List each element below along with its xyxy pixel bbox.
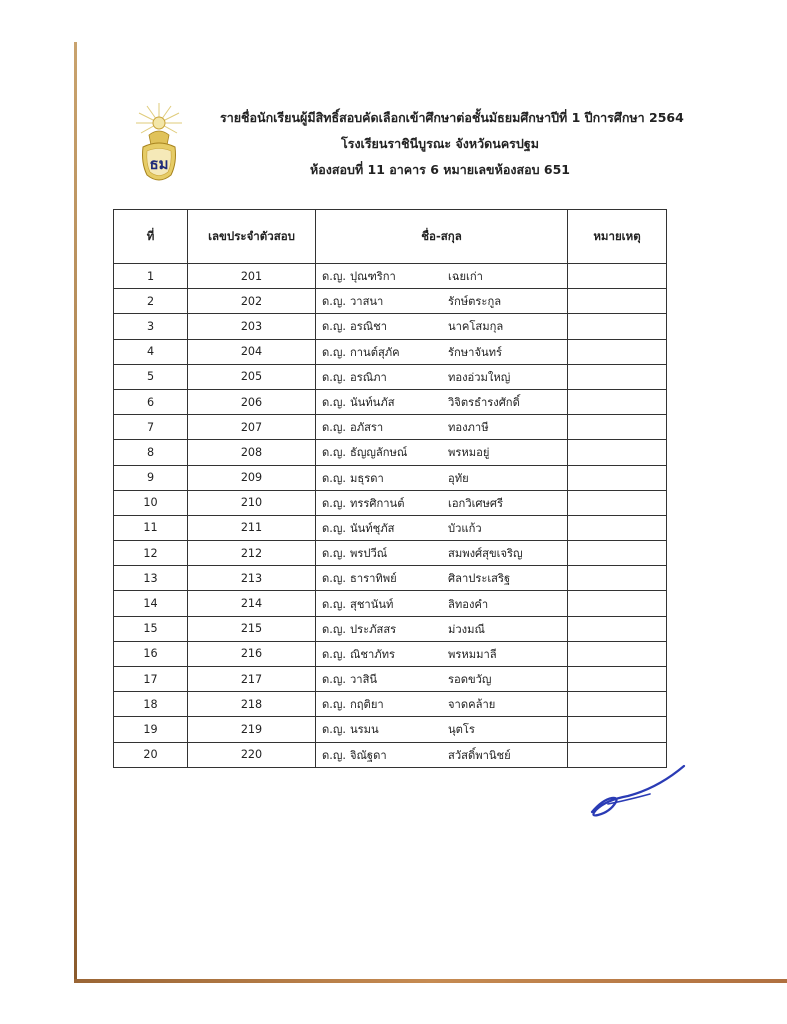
paper-edge-bottom [74,979,787,983]
name-title: ด.ญ. [322,446,346,460]
first-name: พรปวีณ์ [350,547,388,561]
exam-id: 206 [188,389,316,414]
last-name: พรหมอยู่ [448,446,490,460]
remark-cell [568,515,667,540]
table-row [114,591,667,616]
first-name: จิณัฐดา [350,748,387,762]
exam-id: 215 [188,616,316,641]
remark-cell [568,541,667,566]
signature-icon [588,760,688,820]
row-number: 9 [114,465,188,490]
name-title: ด.ญ. [322,345,346,359]
document-header [220,105,684,183]
last-name: รักษาจันทร์ [448,345,503,359]
row-number: 1 [114,264,188,289]
name-title: ด.ญ. [322,320,346,334]
remark-cell [568,616,667,641]
table-row [114,515,667,540]
last-name: รักษ์ตระกูล [448,295,502,309]
last-name: เฉยเก่า [448,270,483,284]
remark-cell [568,692,667,717]
table-row [114,289,667,314]
column-header-name: ชื่อ-สกุล [316,210,568,264]
row-number: 5 [114,364,188,389]
name-title: ด.ญ. [322,496,346,510]
student-name [316,289,568,314]
first-name: สุชานันท์ [350,597,394,611]
remark-cell [568,264,667,289]
student-name [316,541,568,566]
name-title: ด.ญ. [322,723,346,737]
name-title: ด.ญ. [322,295,346,309]
name-title: ด.ญ. [322,748,346,762]
exam-id: 216 [188,641,316,666]
remark-cell [568,566,667,591]
header-room: ห้องสอบที่ 11 อาคาร 6 หมายเลขห้องสอบ 651 [310,162,570,177]
table-row [114,490,667,515]
name-title: ด.ญ. [322,471,346,485]
student-name [316,465,568,490]
last-name: ศิลาประเสริฐ [448,572,511,586]
first-name: อรณิชา [350,320,387,334]
first-name: กฤติยา [350,698,384,712]
column-header-exam-id: เลขประจำตัวสอบ [188,210,316,264]
row-number: 16 [114,641,188,666]
remark-cell [568,667,667,692]
table-row [114,566,667,591]
name-title: ด.ญ. [322,421,346,435]
table-row [114,389,667,414]
row-number: 14 [114,591,188,616]
first-name: กานต์สุภัค [350,345,400,359]
last-name: รอดขวัญ [448,673,492,687]
exam-id: 218 [188,692,316,717]
last-name: เอกวิเศษศรี [448,496,504,510]
student-name [316,667,568,692]
first-name: ธาราทิพย์ [350,572,397,586]
last-name: วิจิตรธำรงศักดิ์ [448,396,520,410]
student-name [316,490,568,515]
last-name: สวัสดิ์พานิชย์ [448,748,511,762]
exam-id: 217 [188,667,316,692]
row-number: 12 [114,541,188,566]
first-name: ประภัสสร [350,622,397,636]
exam-id: 211 [188,515,316,540]
last-name: ม่วงมณี [448,622,485,636]
student-name [316,641,568,666]
exam-id: 210 [188,490,316,515]
remark-cell [568,364,667,389]
name-title: ด.ญ. [322,396,346,410]
first-name: มธุรดา [350,471,384,485]
school-crest-icon [133,101,185,189]
remark-cell [568,415,667,440]
name-title: ด.ญ. [322,270,346,284]
exam-id: 220 [188,742,316,767]
table-row [114,440,667,465]
header-school: โรงเรียนราชินีบูรณะ จังหวัดนครปฐม [341,136,539,151]
table-row [114,641,667,666]
exam-id: 202 [188,289,316,314]
student-name [316,717,568,742]
table-row [114,415,667,440]
first-name: นันท์ชุภัส [350,521,395,535]
table-row [114,692,667,717]
remark-cell [568,389,667,414]
first-name: อภัสรา [350,421,384,435]
first-name: นันท์นภัส [350,396,395,410]
name-title: ด.ญ. [322,597,346,611]
student-roster-table [113,209,667,768]
remark-cell [568,339,667,364]
exam-id: 204 [188,339,316,364]
table-row [114,742,667,767]
exam-id: 203 [188,314,316,339]
row-number: 2 [114,289,188,314]
student-name [316,742,568,767]
student-name [316,692,568,717]
table-header-row [114,210,667,264]
row-number: 6 [114,389,188,414]
student-name [316,364,568,389]
row-number: 11 [114,515,188,540]
last-name: ทองภาษี [448,421,489,435]
column-header-remark: หมายเหตุ [568,210,667,264]
header-title: รายชื่อนักเรียนผู้มีสิทธิ์สอบคัดเลือกเข้าศึกษาต่อชั้นมัธยมศึกษาปีที่ 1 ปีการศึกษา 2564 [220,110,684,125]
row-number: 4 [114,339,188,364]
student-name [316,415,568,440]
first-name: ปุณฑริกา [350,270,396,284]
table-row [114,264,667,289]
table-row [114,541,667,566]
exam-id: 208 [188,440,316,465]
first-name: ธัญญลักษณ์ [350,446,408,460]
name-title: ด.ญ. [322,622,346,636]
student-name [316,440,568,465]
student-name [316,264,568,289]
row-number: 17 [114,667,188,692]
student-name [316,591,568,616]
remark-cell [568,289,667,314]
table-row [114,667,667,692]
name-title: ด.ญ. [322,572,346,586]
name-title: ด.ญ. [322,647,346,661]
last-name: อุทัย [448,471,469,485]
first-name: ทรรศิกานต์ [350,496,405,510]
row-number: 19 [114,717,188,742]
first-name: ณิชาภัทร [350,647,396,661]
exam-id: 205 [188,364,316,389]
last-name: ลิทองคำ [448,597,489,611]
first-name: วาสนา [350,295,384,309]
first-name: อรณิภา [350,370,387,384]
row-number: 10 [114,490,188,515]
row-number: 8 [114,440,188,465]
exam-id: 213 [188,566,316,591]
exam-id: 207 [188,415,316,440]
student-name [316,389,568,414]
row-number: 7 [114,415,188,440]
remark-cell [568,490,667,515]
table-row [114,339,667,364]
last-name: พรหมมาลี [448,647,497,661]
first-name: นรมน [350,723,379,737]
row-number: 15 [114,616,188,641]
remark-cell [568,591,667,616]
crest-letters: ธม [149,155,169,173]
column-header-no: ที่ [114,210,188,264]
last-name: นุตโร [448,723,475,737]
name-title: ด.ญ. [322,547,346,561]
student-name [316,616,568,641]
name-title: ด.ญ. [322,521,346,535]
exam-id: 212 [188,541,316,566]
table-row [114,717,667,742]
paper-edge-left [74,42,77,982]
student-name [316,515,568,540]
student-name [316,314,568,339]
student-name [316,566,568,591]
remark-cell [568,440,667,465]
table-row [114,616,667,641]
table-row [114,465,667,490]
table-row [114,314,667,339]
remark-cell [568,465,667,490]
name-title: ด.ญ. [322,673,346,687]
table-row [114,364,667,389]
row-number: 18 [114,692,188,717]
row-number: 13 [114,566,188,591]
exam-id: 214 [188,591,316,616]
last-name: สมพงศ์สุขเจริญ [448,547,523,561]
remark-cell [568,641,667,666]
remark-cell [568,717,667,742]
last-name: บัวแก้ว [448,521,482,535]
name-title: ด.ญ. [322,370,346,384]
name-title: ด.ญ. [322,698,346,712]
first-name: วาสินี [350,673,378,687]
last-name: ทองอ่วมใหญ่ [448,370,511,384]
exam-id: 201 [188,264,316,289]
row-number: 3 [114,314,188,339]
row-number: 20 [114,742,188,767]
remark-cell [568,314,667,339]
student-name [316,339,568,364]
table-body [114,264,667,768]
last-name: นาคโสมกุล [448,320,504,334]
exam-id: 219 [188,717,316,742]
last-name: จาดคล้าย [448,698,496,712]
exam-id: 209 [188,465,316,490]
